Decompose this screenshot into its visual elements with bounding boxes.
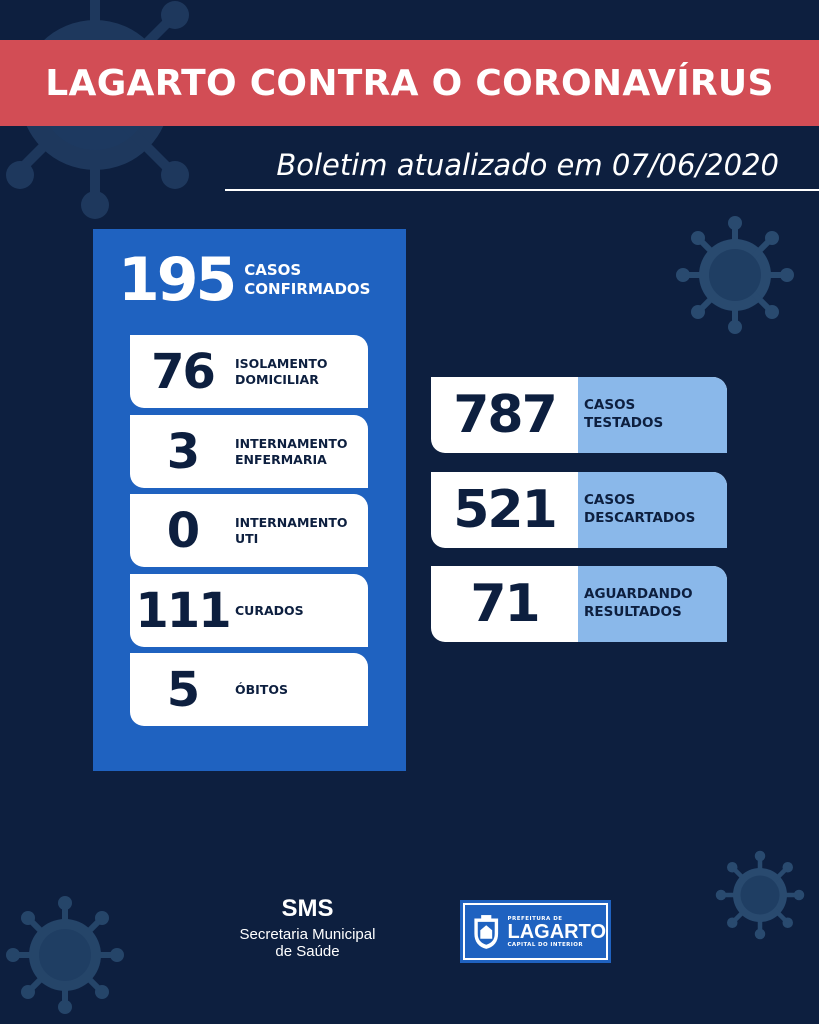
stat-label: CURADOS xyxy=(235,602,304,618)
confirmed-value: 195 xyxy=(118,245,235,315)
logo-tagline: CAPITAL DO INTERIOR xyxy=(507,941,583,948)
confirmed-label: CASOS CONFIRMADOS xyxy=(244,260,371,298)
stat-card-tested xyxy=(431,377,727,453)
stat-value: 787 xyxy=(453,385,556,445)
stat-label: AGUARDANDO RESULTADOS xyxy=(578,566,727,642)
stat-label: INTERNAMENTO UTI xyxy=(235,514,348,546)
stat-card-awaiting xyxy=(431,566,727,642)
stat-card-deaths xyxy=(130,653,368,726)
coat-of-arms-icon xyxy=(471,910,501,954)
stat-label: CASOS DESCARTADOS xyxy=(578,472,727,548)
prefeitura-logo xyxy=(460,900,611,963)
sms-subtitle-2: de Saúde xyxy=(275,942,340,960)
stat-card-ward xyxy=(130,415,368,488)
page-title: LAGARTO CONTRA O CORONAVÍRUS xyxy=(45,62,774,104)
stat-value: 71 xyxy=(470,574,539,634)
sms-subtitle-1: Secretaria Municipal xyxy=(239,926,376,943)
confirmed-total xyxy=(118,245,404,315)
stat-card-recovered xyxy=(130,574,368,647)
stat-value: 0 xyxy=(166,502,199,559)
stat-card-home-isolation xyxy=(130,335,368,408)
stat-label: INTERNAMENTO ENFERMARIA xyxy=(235,435,348,467)
virus-icon xyxy=(5,895,125,1015)
virus-icon xyxy=(715,850,805,940)
logo-name: LAGARTO xyxy=(507,920,606,943)
stat-value: 3 xyxy=(166,423,199,480)
logo-prefix: PREFEITURA DE xyxy=(507,915,563,922)
stat-label: ÓBITOS xyxy=(235,681,288,697)
stat-value: 111 xyxy=(135,582,230,639)
sms-logo xyxy=(220,895,395,960)
sms-title: SMS xyxy=(281,895,334,922)
stat-value: 521 xyxy=(453,480,556,540)
title-banner xyxy=(0,40,819,126)
bulletin-date: Boletim atualizado em 07/06/2020 xyxy=(276,148,779,182)
stat-label: ISOLAMENTO DOMICILIAR xyxy=(235,355,328,387)
stat-value: 76 xyxy=(151,343,214,400)
stat-value: 5 xyxy=(166,661,199,718)
stat-label: CASOS TESTADOS xyxy=(578,377,727,453)
virus-icon xyxy=(675,215,795,335)
subtitle-underline xyxy=(225,189,819,191)
stat-card-icu xyxy=(130,494,368,567)
stat-card-discarded xyxy=(431,472,727,548)
